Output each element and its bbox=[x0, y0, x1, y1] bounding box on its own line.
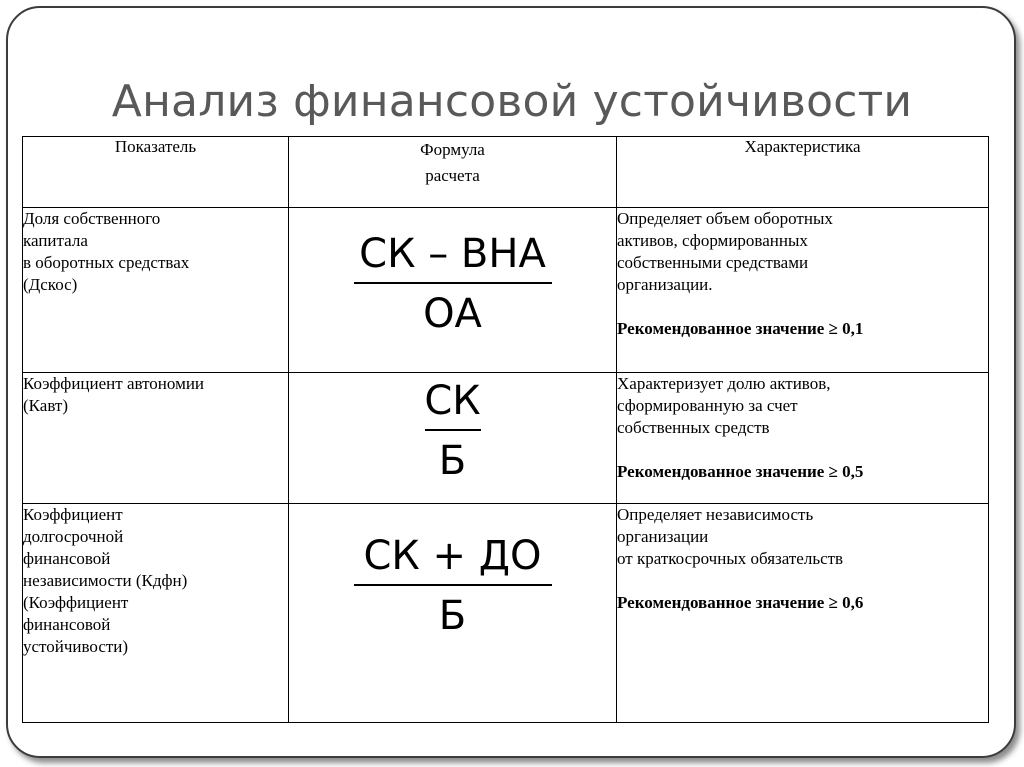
formula-numerator: СК + ДО bbox=[363, 533, 542, 579]
formula-numerator: СК bbox=[424, 378, 481, 424]
characteristic-cell bbox=[617, 373, 989, 504]
characteristic-cell bbox=[617, 208, 989, 373]
slide-title: Анализ финансовой устойчивости bbox=[111, 76, 913, 127]
header-characteristic: Характеристика bbox=[617, 137, 989, 208]
recommended-value: Рекомендованное значение ≥ 0,6 bbox=[617, 593, 864, 612]
header-indicator: Показатель bbox=[23, 137, 289, 208]
fraction-bar bbox=[425, 429, 481, 431]
characteristic-text: Характеризует долю активов, сформированную за счет собственных средств bbox=[617, 374, 831, 437]
table-row bbox=[23, 208, 989, 373]
table-header-row bbox=[23, 137, 989, 208]
recommended-value: Рекомендованное значение ≥ 0,5 bbox=[617, 462, 864, 481]
indicator-name: Доля собственного капитала в оборотных средствах (Дскос) bbox=[23, 209, 190, 294]
indicator-name: Коэффициент автономии (Кавт) bbox=[23, 374, 205, 415]
header-formula bbox=[289, 137, 617, 208]
formula-denominator: Б bbox=[438, 593, 467, 639]
fraction-bar bbox=[354, 282, 552, 284]
formula-fraction bbox=[354, 534, 552, 638]
indicators-table bbox=[22, 136, 989, 723]
characteristic-text: Определяет независимость организации от краткосрочных обязательств bbox=[617, 505, 844, 568]
table-row bbox=[23, 504, 989, 723]
header-formula-line2: расчета bbox=[425, 166, 480, 185]
indicator-cell bbox=[23, 208, 289, 373]
formula-cell bbox=[289, 373, 617, 504]
formula-denominator: ОА bbox=[423, 291, 482, 337]
formula-fraction bbox=[425, 379, 481, 483]
characteristic-cell bbox=[617, 504, 989, 723]
formula-numerator: СК – ВНА bbox=[359, 231, 546, 277]
formula-cell bbox=[289, 208, 617, 373]
header-formula-line1: Формула bbox=[420, 140, 485, 159]
indicator-cell bbox=[23, 373, 289, 504]
fraction-bar bbox=[354, 584, 552, 586]
indicator-cell bbox=[23, 504, 289, 723]
formula-fraction bbox=[354, 232, 552, 336]
formula-cell bbox=[289, 504, 617, 723]
indicator-name: Коэффициент долгосрочной финансовой независимости (Кдфн) (Коэффициент финансовой устойчивости) bbox=[23, 505, 188, 656]
table-row bbox=[23, 373, 989, 504]
recommended-value: Рекомендованное значение ≥ 0,1 bbox=[617, 319, 864, 338]
formula-denominator: Б bbox=[438, 438, 467, 484]
characteristic-text: Определяет объем оборотных активов, сформированных собственными средствами организации. bbox=[617, 209, 833, 294]
